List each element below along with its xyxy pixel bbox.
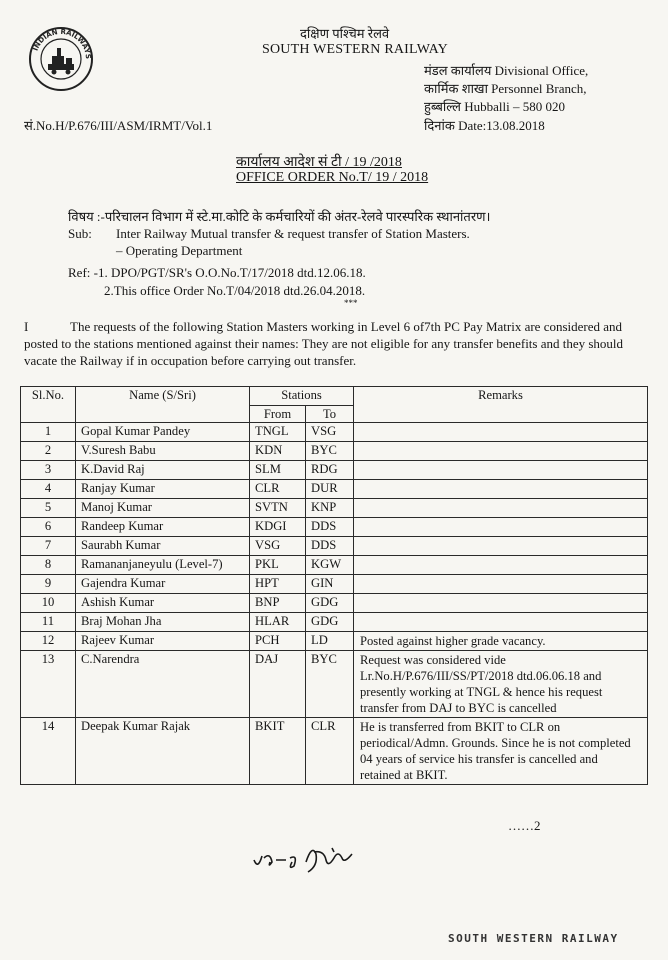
row-from: DAJ [250, 651, 306, 718]
row-name: V.Suresh Babu [76, 442, 250, 461]
row-sl-no: 8 [21, 556, 76, 575]
row-remarks [354, 461, 648, 480]
row-name: Braj Mohan Jha [76, 613, 250, 632]
row-from: SLM [250, 461, 306, 480]
row-name: Ranjay Kumar [76, 480, 250, 499]
row-from: PCH [250, 632, 306, 651]
row-name: Ramananjaneyulu (Level-7) [76, 556, 250, 575]
header-remarks: Remarks [354, 387, 648, 423]
row-from: BNP [250, 594, 306, 613]
row-remarks [354, 499, 648, 518]
row-to: GDG [306, 594, 354, 613]
subject-hindi: विषय :-परिचालन विभाग में स्टे.मा.कोटि के कर्मचारियों की अंतर-रेलवे पारस्परिक स्थानांतरण। [68, 209, 491, 224]
references-label: Ref: - [68, 265, 98, 280]
table-row [21, 632, 648, 651]
table-row [21, 442, 648, 461]
table-row [21, 718, 648, 785]
row-name: Gajendra Kumar [76, 575, 250, 594]
row-remarks [354, 613, 648, 632]
row-name: Randeep Kumar [76, 518, 250, 537]
references-block [68, 264, 366, 300]
row-sl-no: 2 [21, 442, 76, 461]
subject-label: Sub: [68, 226, 92, 241]
page-continuation: ……2 [508, 818, 541, 833]
row-sl-no: 9 [21, 575, 76, 594]
subject-line: Inter Railway Mutual transfer & request transfer of Station Masters. [116, 226, 470, 241]
address-line: मंडल कार्यालय Divisional Office, [424, 63, 589, 78]
row-from: TNGL [250, 423, 306, 442]
row-from: HPT [250, 575, 306, 594]
row-to: DUR [306, 480, 354, 499]
order-date: दिनांक Date:13.08.2018 [424, 118, 545, 133]
header-name: Name (S/Sri) [76, 387, 250, 423]
address-line: हुब्बल्लि Hubballi – 580 020 [424, 99, 565, 114]
table-row [21, 575, 648, 594]
row-sl-no: 5 [21, 499, 76, 518]
table-row [21, 499, 648, 518]
row-sl-no: 7 [21, 537, 76, 556]
seal-text: INDIAN RAILWAYS [31, 27, 93, 60]
subject-block [68, 208, 490, 259]
row-from: CLR [250, 480, 306, 499]
paragraph-text: The requests of the following Station Masters working in Level 6 of7th PC Pay Matrix are considered and posted to the stations mentioned against their names: They are not eligible for any transfer benefits and they should vacate the Railway if in occupation before carrying out transfer. [24, 319, 624, 368]
address-line: कार्मिक शाखा Personnel Branch, [424, 81, 587, 96]
row-sl-no: 6 [21, 518, 76, 537]
reference-item: 1. DPO/PGT/SR's O.O.No.T/17/2018 dtd.12.06.18. [97, 265, 366, 280]
table-row [21, 651, 648, 718]
header-from: From [250, 406, 306, 423]
reference-item: 2.This office Order No.T/04/2018 dtd.26.04.2018. [104, 283, 366, 298]
table-row [21, 537, 648, 556]
railway-seal-icon [28, 26, 94, 92]
row-from: HLAR [250, 613, 306, 632]
table-row [21, 423, 648, 442]
row-sl-no: 10 [21, 594, 76, 613]
row-to: DDS [306, 518, 354, 537]
row-sl-no: 12 [21, 632, 76, 651]
reference-number: सं.No.H/P.676/III/ASM/IRMT/Vol.1 [24, 118, 213, 133]
header-title: SOUTH WESTERN RAILWAY [262, 42, 448, 57]
row-name: C.Narendra [76, 651, 250, 718]
row-remarks [354, 575, 648, 594]
row-remarks [354, 442, 648, 461]
footer-stamp: SOUTH WESTERN RAILWAY [448, 932, 619, 945]
table-row [21, 594, 648, 613]
row-name: Saurabh Kumar [76, 537, 250, 556]
row-to: CLR [306, 718, 354, 785]
row-remarks [354, 594, 648, 613]
row-to: BYC [306, 651, 354, 718]
table-row [21, 613, 648, 632]
row-remarks [354, 518, 648, 537]
row-remarks: Posted against higher grade vacancy. [354, 632, 648, 651]
row-name: Deepak Kumar Rajak [76, 718, 250, 785]
row-remarks [354, 537, 648, 556]
row-name: Manoj Kumar [76, 499, 250, 518]
row-to: KGW [306, 556, 354, 575]
row-to: LD [306, 632, 354, 651]
row-remarks [354, 423, 648, 442]
row-sl-no: 4 [21, 480, 76, 499]
order-paragraph [24, 318, 648, 369]
row-sl-no: 1 [21, 423, 76, 442]
row-sl-no: 11 [21, 613, 76, 632]
row-remarks: Request was considered vide Lr.No.H/P.676/III/SS/PT/2018 dtd.06.06.18 and presently working at TNGL & hence his request transfer from DAJ to BYC is cancelled [354, 651, 648, 718]
header-hindi-title: दक्षिण पश्चिम रेलवे [300, 26, 390, 41]
order-title: OFFICE ORDER No.T/ 19 / 2018 [236, 170, 429, 185]
table-row [21, 461, 648, 480]
row-remarks [354, 480, 648, 499]
office-address [424, 62, 588, 116]
paragraph-number: I [24, 319, 29, 334]
row-to: VSG [306, 423, 354, 442]
row-sl-no: 14 [21, 718, 76, 785]
row-to: DDS [306, 537, 354, 556]
separator-stars: *** [344, 298, 358, 308]
row-sl-no: 3 [21, 461, 76, 480]
row-name: Ashish Kumar [76, 594, 250, 613]
row-from: SVTN [250, 499, 306, 518]
header-stations: Stations [250, 387, 354, 406]
row-from: PKL [250, 556, 306, 575]
row-to: RDG [306, 461, 354, 480]
row-name: Rajeev Kumar [76, 632, 250, 651]
transfer-table [20, 386, 648, 785]
row-from: KDGI [250, 518, 306, 537]
row-name: K.David Raj [76, 461, 250, 480]
header-sl-no: Sl.No. [21, 387, 76, 423]
subject-line: – Operating Department [116, 243, 243, 258]
signature [250, 838, 368, 882]
order-title-hindi: कार्यालय आदेश सं टी / 19 /2018 [236, 155, 402, 170]
header-to: To [306, 406, 354, 423]
row-remarks: He is transferred from BKIT to CLR on periodical/Admn. Grounds. Since he is not completed 04 years of service his transfer is cancelled and retained at BKIT. [354, 718, 648, 785]
row-sl-no: 13 [21, 651, 76, 718]
row-from: VSG [250, 537, 306, 556]
table-row [21, 556, 648, 575]
row-from: BKIT [250, 718, 306, 785]
row-to: GDG [306, 613, 354, 632]
row-from: KDN [250, 442, 306, 461]
table-row [21, 518, 648, 537]
row-remarks [354, 556, 648, 575]
row-name: Gopal Kumar Pandey [76, 423, 250, 442]
row-to: BYC [306, 442, 354, 461]
row-to: KNP [306, 499, 354, 518]
table-row [21, 480, 648, 499]
row-to: GIN [306, 575, 354, 594]
